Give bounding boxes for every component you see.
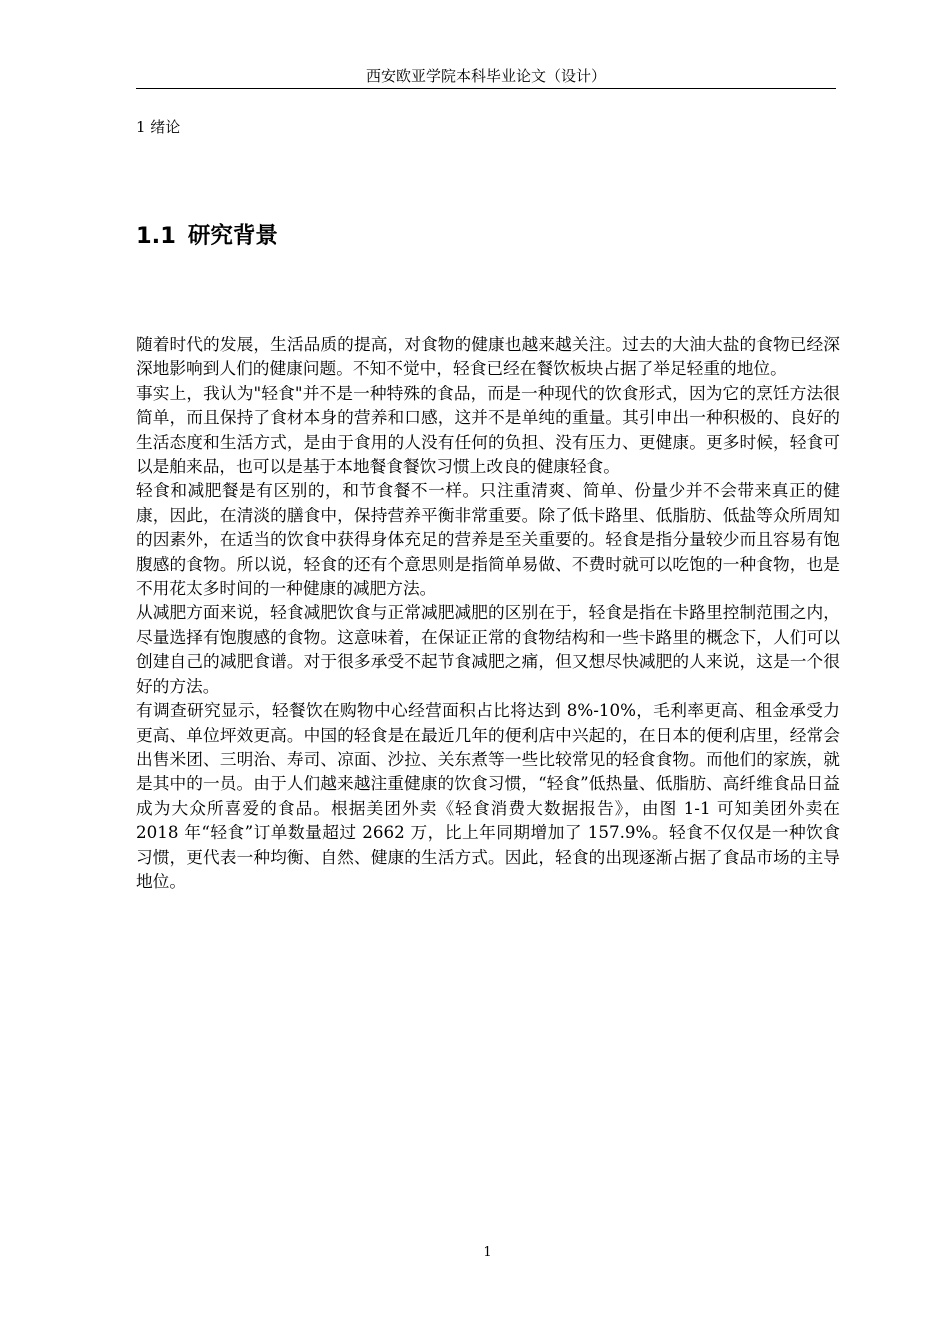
section-heading: [136, 219, 278, 253]
running-header: 西安欧亚学院本科毕业论文（设计）: [365, 67, 606, 85]
paragraph: 有调查研究显示，轻餐饮在购物中心经营面积占比将达到 8%-10%，毛利率更高、租金承受力更高、单位坪效更高。中国的轻食是在最近几年的便利店中兴起的，在日本的便利店里，经常会出售米团、三明治、寿司、凉面、沙拉、关东煮等一些比较常见的轻食食物。而他们的家族，就是其中的一员。由于人们越来越注重健康的饮食习惯，“轻食”低热量、低脂肪、高纤维食品日益成为大众所喜爱的食品。根据美团外卖《轻食消费大数据报告》，由图 1-1 可知美团外卖在 2018 年“轻食”订单数量超过 2662 万，比上年同期增加了 157.9%。轻食不仅仅是一种饮食习惯，更代表一种均衡、自然、健康的生活方式。因此，轻食的出现逐渐占据了食品市场的主导地位。: [136, 700, 840, 891]
body-text: [136, 332, 840, 893]
chapter-label: 1 绪论: [136, 118, 181, 136]
section-number: 1.1: [136, 223, 176, 249]
page-number: 1: [483, 1245, 492, 1260]
paragraph: 从减肥方面来说，轻食减肥饮食与正常减肥减肥的区别在于，轻食是指在卡路里控制范围之内，尽量选择有饱腹感的食物。这意味着，在保证正常的食物结构和一些卡路里的概念下，人们可以创建自己的减肥食谱。对于很多承受不起节食减肥之痛，但又想尽快减肥的人来说，这是一个很好的方法。: [136, 602, 840, 696]
section-title: 研究背景: [187, 223, 278, 249]
header-rule: [136, 88, 836, 89]
paragraph: 轻食和减肥餐是有区别的，和节食餐不一样。只注重清爽、简单、份量少并不会带来真正的健康，因此，在清淡的膳食中，保持营养平衡非常重要。除了低卡路里、低脂肪、低盐等众所周知的因素外，在适当的饮食中获得身体充足的营养是至关重要的。轻食是指分量较少而且容易有饱腹感的食物。所以说，轻食的还有个意思则是指简单易做、不费时就可以吃饱的一种食物，也是不用花太多时间的一种健康的减肥方法。: [136, 480, 840, 599]
paragraph: 事实上，我认为"轻食"并不是一种特殊的食品，而是一种现代的饮食形式，因为它的烹饪方法很简单，而且保持了食材本身的营养和口感，这并不是单纯的重量。其引申出一种积极的、良好的生活态度和生活方式，是由于食用的人没有任何的负担、没有压力、更健康。更多时候，轻食可以是舶来品，也可以是基于本地餐食餐饮习惯上改良的健康轻食。: [136, 382, 840, 477]
paragraph: 随着时代的发展，生活品质的提高，对食物的健康也越来越关注。过去的大油大盐的食物已经深深地影响到人们的健康问题。不知不觉中，轻食已经在餐饮板块占据了举足轻重的地位。: [136, 334, 840, 379]
